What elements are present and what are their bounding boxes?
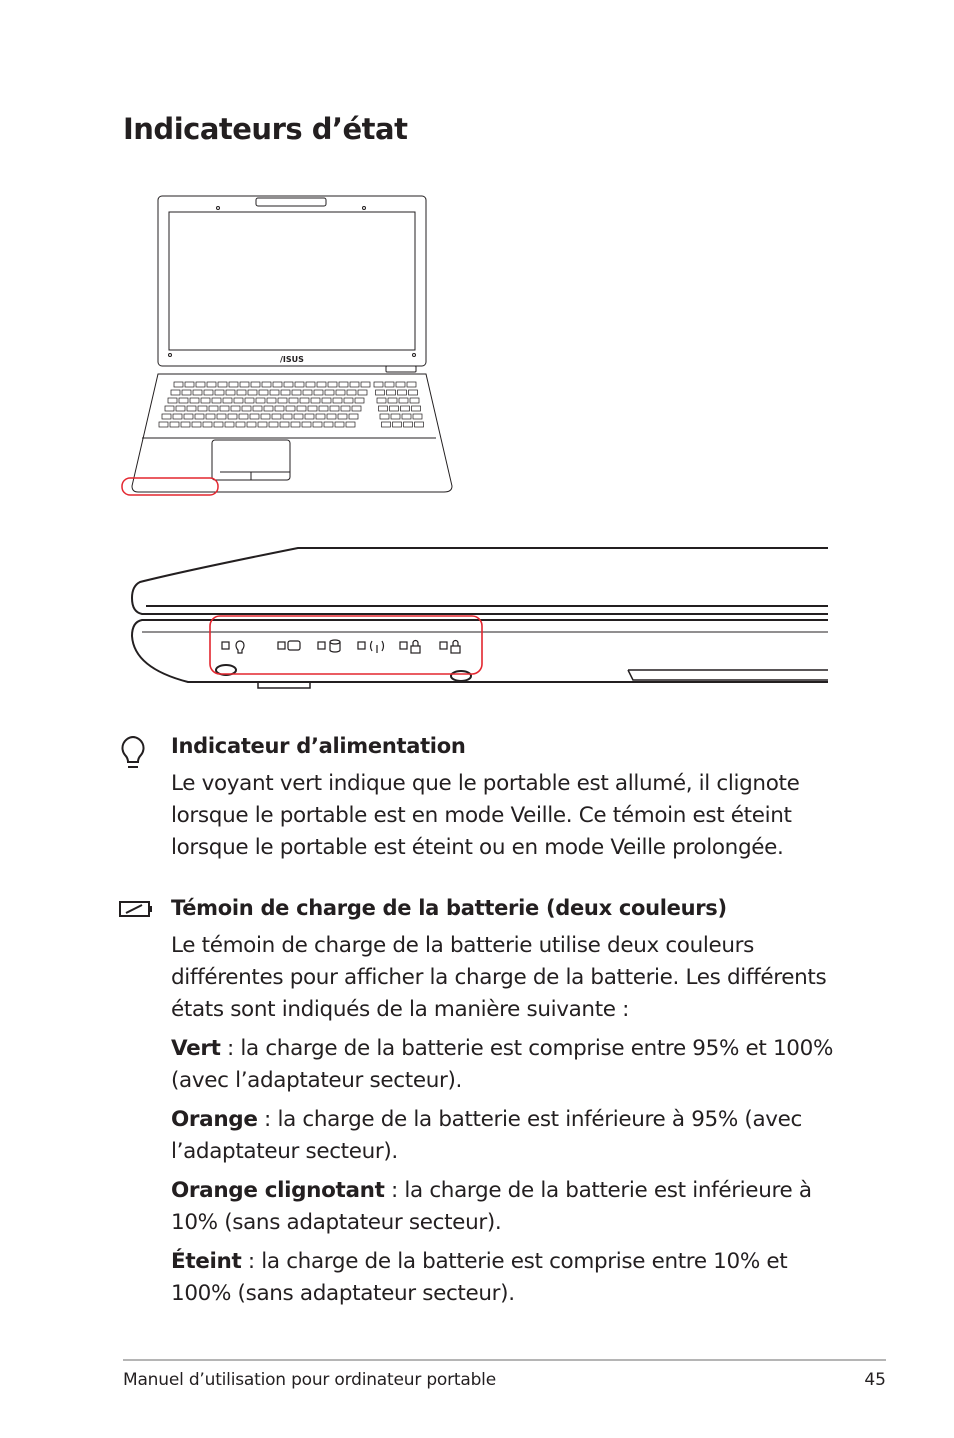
battery-icon xyxy=(118,898,154,920)
keyboard-key xyxy=(361,382,370,387)
numpad-key xyxy=(415,422,424,427)
keyboard-key xyxy=(165,406,174,411)
keyboard-key xyxy=(291,422,300,427)
keyboard-key xyxy=(305,414,314,419)
keyboard-key xyxy=(258,422,267,427)
keyboard-key xyxy=(270,390,279,395)
keyboard-key xyxy=(262,382,271,387)
power-indicator-title: Indicateur d’alimentation xyxy=(171,734,466,758)
keyboard-key xyxy=(352,406,361,411)
numpad-key xyxy=(374,382,383,387)
keyboard-key xyxy=(333,398,342,403)
keyboard-key xyxy=(264,406,273,411)
keyboard-key xyxy=(355,398,364,403)
keyboard-key xyxy=(302,422,311,427)
keyboard-key xyxy=(319,406,328,411)
keyboard-key xyxy=(168,398,177,403)
keyboard-key xyxy=(196,382,205,387)
keyboard-key xyxy=(215,390,224,395)
keyboard-key xyxy=(174,382,183,387)
keyboard-key xyxy=(159,422,168,427)
keyboard-key xyxy=(228,414,237,419)
numpad-key xyxy=(380,414,389,419)
keyboard-key xyxy=(267,398,276,403)
keyboard-key xyxy=(250,414,259,419)
footer-divider xyxy=(123,1359,886,1361)
keyboard-key xyxy=(185,382,194,387)
keyboard-key xyxy=(347,390,356,395)
numpad-key xyxy=(410,398,419,403)
brand-logo xyxy=(280,355,304,364)
keyboard-key xyxy=(212,398,221,403)
keyboard-key xyxy=(179,398,188,403)
keyboard-key xyxy=(341,406,350,411)
footer-manual-title: Manuel d’utilisation pour ordinateur portable xyxy=(123,1370,496,1390)
keyboard-key xyxy=(295,382,304,387)
keyboard-key xyxy=(286,406,295,411)
keyboard-key xyxy=(192,422,201,427)
keyboard-key xyxy=(176,406,185,411)
keyboard-key xyxy=(226,390,235,395)
numpad-key xyxy=(407,382,416,387)
keyboard-key xyxy=(335,422,344,427)
keyboard-key xyxy=(297,406,306,411)
page-title: Indicateurs d’état xyxy=(123,112,408,146)
keyboard-key xyxy=(240,382,249,387)
keyboard-key xyxy=(223,398,232,403)
numpad-key xyxy=(388,398,397,403)
keyboard-key xyxy=(203,422,212,427)
keyboard-key xyxy=(251,382,260,387)
keyboard-key xyxy=(162,414,171,419)
keyboard-key xyxy=(327,414,336,419)
keyboard-key xyxy=(306,382,315,387)
battery-indicator-title: Témoin de charge de la batterie (deux couleurs) xyxy=(171,896,727,920)
numpad-key xyxy=(382,422,391,427)
battery-states-list xyxy=(171,1033,851,1310)
keyboard-key xyxy=(280,422,289,427)
keyboard-key xyxy=(237,390,246,395)
keyboard-key xyxy=(170,422,179,427)
numpad-key xyxy=(391,414,400,419)
keyboard-key xyxy=(322,398,331,403)
battery-indicator-text: Le témoin de charge de la batterie utilise deux couleurs différentes pour afficher la charge de la batterie. Les différents états sont indiqués de la manière suivante : xyxy=(171,933,827,1022)
keyboard-key xyxy=(239,414,248,419)
keyboard-key xyxy=(181,422,190,427)
keyboard-key xyxy=(207,382,216,387)
keyboard-key xyxy=(256,398,265,403)
keyboard-key xyxy=(300,398,309,403)
battery-state-item: Orange : la charge de la batterie est inférieure à 95% (avec l’adaptateur secteur). xyxy=(171,1107,803,1164)
keyboard-key xyxy=(344,398,353,403)
keyboard-key xyxy=(275,406,284,411)
keyboard-key xyxy=(245,398,254,403)
keyboard-key xyxy=(281,390,290,395)
keyboard-key xyxy=(229,382,238,387)
keyboard-key xyxy=(278,398,287,403)
keyboard-key xyxy=(308,406,317,411)
laptop-front-view-illustration xyxy=(128,540,828,695)
keyboard-key xyxy=(209,406,218,411)
numpad-key xyxy=(387,390,396,395)
keyboard-key xyxy=(317,382,326,387)
keyboard-key xyxy=(248,390,257,395)
keyboard-key xyxy=(272,414,281,419)
keyboard-key xyxy=(220,406,229,411)
keyboard-key xyxy=(225,422,234,427)
keyboard-key xyxy=(173,414,182,419)
keyboard-key xyxy=(190,398,199,403)
numpad-key xyxy=(379,406,388,411)
numpad-key xyxy=(390,406,399,411)
keyboard-key xyxy=(338,414,347,419)
keyboard-key xyxy=(292,390,301,395)
keyboard-key xyxy=(336,390,345,395)
page-number: 45 xyxy=(864,1370,886,1390)
keyboard-key xyxy=(283,414,292,419)
battery-state-item: Vert : la charge de la batterie est comprise entre 95% et 100% (avec l’adaptateur secteur). xyxy=(171,1036,834,1093)
keyboard-key xyxy=(314,390,323,395)
keyboard-key xyxy=(350,382,359,387)
keyboard-key xyxy=(198,406,207,411)
keyboard-key xyxy=(234,398,243,403)
keyboard-key xyxy=(206,414,215,419)
svg-text:/ISUS: /ISUS xyxy=(280,355,304,364)
numpad-key xyxy=(398,390,407,395)
numpad-key xyxy=(404,422,413,427)
keyboard-key xyxy=(187,406,196,411)
keyboard-key xyxy=(273,382,282,387)
keyboard-key xyxy=(269,422,278,427)
keyboard-key xyxy=(171,390,180,395)
keyboard-key xyxy=(294,414,303,419)
keyboard-key xyxy=(184,414,193,419)
keyboard-key xyxy=(316,414,325,419)
battery-state-item: Orange clignotant : la charge de la batterie est inférieure à 10% (sans adaptateur secteur). xyxy=(171,1178,812,1235)
power-indicator-section xyxy=(171,731,851,864)
keyboard-key xyxy=(325,390,334,395)
keyboard-key xyxy=(193,390,202,395)
keyboard-key xyxy=(289,398,298,403)
keyboard-key xyxy=(324,422,333,427)
keyboard-key xyxy=(328,382,337,387)
keyboard-key xyxy=(349,414,358,419)
numpad-key xyxy=(401,406,410,411)
keyboard-key xyxy=(346,422,355,427)
keyboard-key xyxy=(358,390,367,395)
power-indicator-text: Le voyant vert indique que le portable est allumé, il clignote lorsque le portable est en mode Veille. Ce témoin est éteint lorsque le portable est éteint ou en mode Veille prolongée. xyxy=(171,771,800,860)
keyboard-key xyxy=(313,422,322,427)
battery-indicator-section xyxy=(171,893,851,1310)
keyboard-key xyxy=(259,390,268,395)
keyboard-key xyxy=(182,390,191,395)
keyboard-key xyxy=(247,422,256,427)
keyboard-key xyxy=(218,382,227,387)
keyboard-key xyxy=(201,398,210,403)
keyboard-key xyxy=(195,414,204,419)
keyboard-key xyxy=(217,414,226,419)
keyboard-key xyxy=(231,406,240,411)
keyboard-key xyxy=(311,398,320,403)
numpad-key xyxy=(377,398,386,403)
numpad-key xyxy=(393,422,402,427)
keyboard-key xyxy=(330,406,339,411)
keyboard-key xyxy=(214,422,223,427)
keyboard-key xyxy=(253,406,262,411)
numpad-key xyxy=(399,398,408,403)
numpad-key xyxy=(402,414,411,419)
laptop-top-view-illustration xyxy=(118,190,458,500)
lightbulb-icon xyxy=(118,734,148,774)
keyboard-key xyxy=(303,390,312,395)
numpad-key xyxy=(385,382,394,387)
keyboard-key xyxy=(261,414,270,419)
numpad-key xyxy=(409,390,418,395)
numpad-key xyxy=(396,382,405,387)
numpad-key xyxy=(376,390,385,395)
keyboard-key xyxy=(204,390,213,395)
numpad-key xyxy=(413,414,422,419)
numpad-key xyxy=(412,406,421,411)
keyboard-key xyxy=(236,422,245,427)
keyboard-key xyxy=(284,382,293,387)
battery-state-item: Éteint : la charge de la batterie est comprise entre 10% et 100% (sans adaptateur secteur). xyxy=(171,1249,788,1306)
keyboard-key xyxy=(339,382,348,387)
keyboard-key xyxy=(242,406,251,411)
